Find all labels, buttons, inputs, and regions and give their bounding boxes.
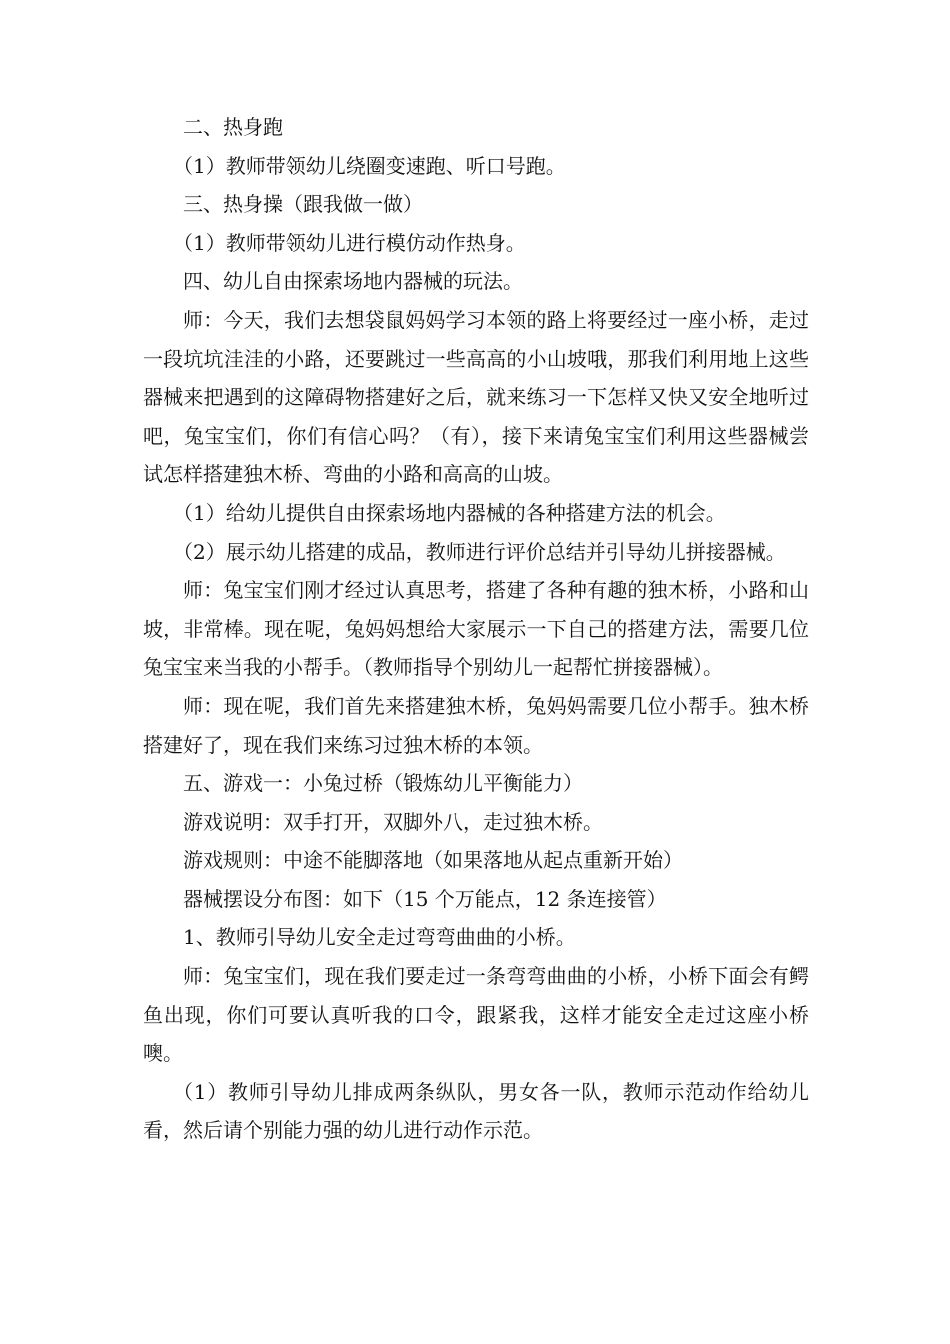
heading-game-one: 五、游戏一：小兔过桥（锻炼幼儿平衡能力） (183, 771, 583, 796)
document-body (143, 108, 809, 1150)
paragraph-game-description: 游戏说明：双手打开，双脚外八，走过独木桥。 (183, 809, 603, 834)
paragraph-equipment-layout: 器械摆设分布图：如下（15 个万能点，12 条连接管） (183, 886, 667, 911)
paragraph-item: （1）给幼儿提供自由探索场地内器械的各种搭建方法的机会。 (173, 500, 726, 525)
paragraph-item: （1）教师带领幼儿进行模仿动作热身。 (173, 230, 526, 255)
paragraph-item: （1）教师带领幼儿绕圈变速跑、听口号跑。 (173, 153, 566, 178)
paragraph-item: （1）教师引导幼儿排成两条纵队，男女各一队，教师示范动作给幼儿看，然后请个别能力强的幼儿进行动作示范。 (143, 1079, 809, 1143)
paragraph-game-rules: 游戏规则：中途不能脚落地（如果落地从起点重新开始） (183, 848, 683, 873)
paragraph-teacher-speech: 师：兔宝宝们刚才经过认真思考，搭建了各种有趣的独木桥，小路和山坡，非常棒。现在呢，兔妈妈想给大家展示一下自己的搭建方法，需要几位兔宝宝来当我的小帮手。（教师指导个别幼儿一起帮忙拼接器械）。 (143, 578, 809, 680)
paragraph-teacher-speech: 师：兔宝宝们，现在我们要走过一条弯弯曲曲的小桥，小桥下面会有鳄鱼出现，你们可要认真听我的口令，跟紧我，这样才能安全走过这座小桥噢。 (143, 964, 809, 1066)
paragraph-teacher-speech: 师：今天，我们去想袋鼠妈妈学习本领的路上将要经过一座小桥，走过一段坑坑洼洼的小路，还要跳过一些高高的小山坡哦，那我们利用地上这些器械来把遇到的这障碍物搭建好之后，就来练习一下怎样又快又安全地听过吧，兔宝宝们，你们有信心吗？（有），接下来请兔宝宝们利用这些器械尝试怎样搭建独木桥、弯曲的小路和高高的山坡。 (143, 307, 809, 487)
paragraph-step: 1、教师引导幼儿安全走过弯弯曲曲的小桥。 (183, 925, 576, 950)
heading-warmup-exercise: 三、热身操（跟我做一做） (183, 192, 423, 217)
paragraph-teacher-speech: 师：现在呢，我们首先来搭建独木桥，兔妈妈需要几位小帮手。独木桥搭建好了，现在我们来练习过独木桥的本领。 (143, 693, 809, 757)
paragraph-item: （2）展示幼儿搭建的成品，教师进行评价总结并引导幼儿拼接器械。 (173, 539, 786, 564)
heading-warmup-run: 二、热身跑 (183, 115, 283, 139)
heading-free-exploration: 四、幼儿自由探索场地内器械的玩法。 (183, 269, 523, 294)
